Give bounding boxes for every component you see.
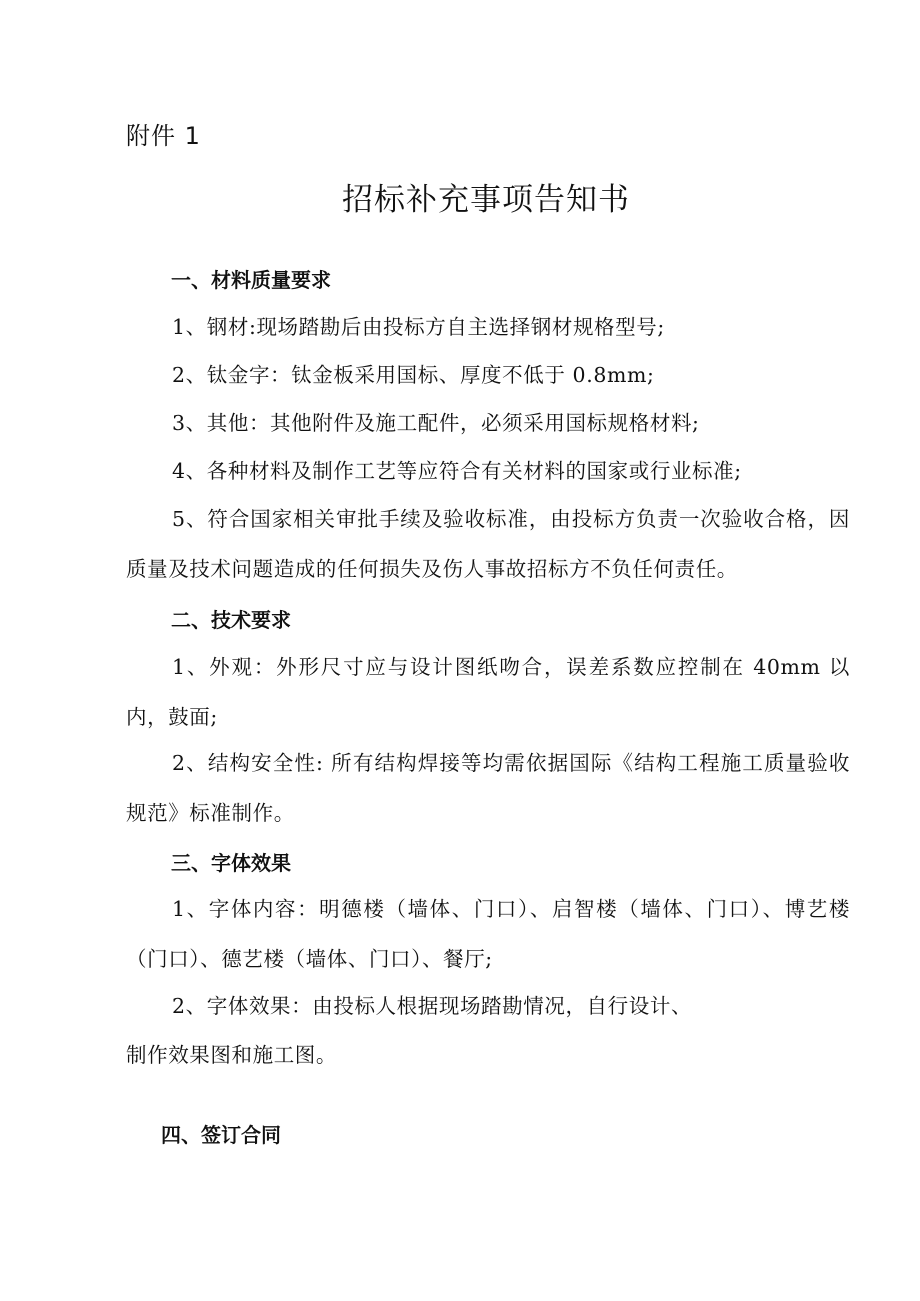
section-heading-technical: 二、技术要求 [171,608,291,632]
materials-item-titanium: 2、钛金字：钛金板采用国标、厚度不低于 0.8mm; [172,363,655,387]
annex-label: 附件 1 [126,122,201,150]
technical-item-appearance: 1、外观：外形尺寸应与设计图纸吻合，误差系数应控制在 40mm 以内，鼓面; [126,655,850,729]
materials-item-acceptance: 5、符合国家相关审批手续及验收标准，由投标方负责一次验收合格，因质量及技术问题造成的任何损失及伤人事故招标方不负任何责任。 [126,507,850,581]
technical-item-structure: 2、结构安全性: 所有结构焊接等均需依据国际《结构工程施工质量验收规范》标准制作。 [126,751,850,825]
document-title: 招标补充事项告知书 [342,182,630,218]
materials-item-other: 3、其他：其他附件及施工配件，必须采用国标规格材料; [172,411,700,435]
section-heading-font-effect: 三、字体效果 [171,851,291,875]
materials-item-steel: 1、钢材:现场踏勘后由投标方自主选择钢材规格型号; [172,315,665,339]
font-effect-item-content: 1、字体内容：明德楼（墙体、门口）、启智楼（墙体、门口）、博艺楼（门口）、德艺楼（墙体、门口）、餐厅; [126,897,850,971]
font-effect-item-design: 2、字体效果：由投标人根据现场踏勘情况，自行设计、 [172,994,693,1018]
section-heading-contract: 四、签订合同 [161,1123,281,1147]
font-effect-item-drawings: 制作效果图和施工图。 [126,1043,337,1067]
materials-item-standards: 4、各种材料及制作工艺等应符合有关材料的国家或行业标准; [172,459,742,483]
section-heading-materials: 一、材料质量要求 [171,268,331,292]
